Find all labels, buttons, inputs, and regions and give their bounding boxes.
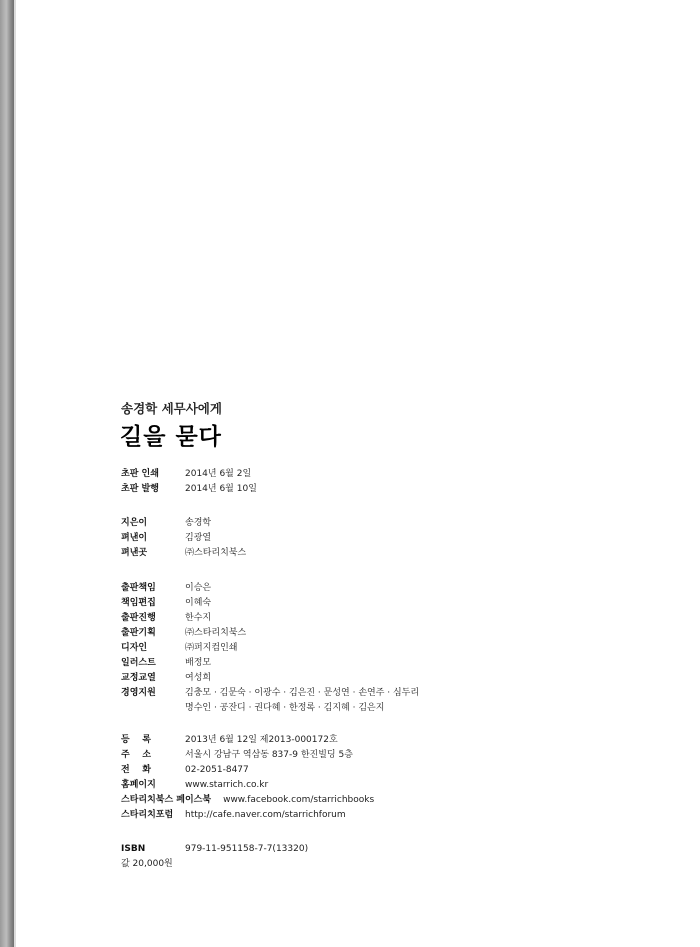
row-label: 초판 인쇄 xyxy=(121,469,159,479)
facebook-link[interactable]: www.facebook.com/starrichbooks xyxy=(223,795,375,805)
phone-row xyxy=(121,763,541,778)
staff-row xyxy=(121,596,541,611)
book-spine xyxy=(0,0,14,947)
row-value: 여성희 xyxy=(185,673,212,683)
forum-link[interactable]: http://cafe.naver.com/starrichforum xyxy=(185,810,346,820)
facebook-row xyxy=(121,793,541,808)
row-label: 펴낸이 xyxy=(121,533,148,543)
row-value: ㈜스타리치북스 xyxy=(185,548,247,558)
row-value: 2013년 6월 12일 제2013-000172호 xyxy=(185,735,338,745)
publishing-house-row xyxy=(121,546,541,561)
publisher-name-row xyxy=(121,531,541,546)
staff-section xyxy=(121,581,541,716)
print-first-row xyxy=(121,467,541,482)
row-label: 출판책임 xyxy=(121,583,156,593)
homepage-row xyxy=(121,778,541,793)
row-label: ISBN xyxy=(121,844,146,854)
page-edge xyxy=(14,0,16,947)
row-label: 홈페이지 xyxy=(121,780,156,790)
row-value: ㈜퍼지컴인쇄 xyxy=(185,643,238,653)
row-label: 지은이 xyxy=(121,518,148,528)
row-value: 02-2051-8477 xyxy=(185,765,249,775)
row-value: 김광열 xyxy=(185,533,212,543)
row-value: 이승은 xyxy=(185,583,212,593)
row-value: 한수지 xyxy=(185,613,212,623)
row-value: 2014년 6월 10일 xyxy=(185,484,257,494)
row-label: 전 화 xyxy=(121,765,151,775)
row-value: 배정모 xyxy=(185,658,212,668)
author-row xyxy=(121,516,541,531)
homepage-link[interactable]: www.starrich.co.kr xyxy=(185,780,269,790)
row-value: 2014년 6월 2일 xyxy=(185,469,252,479)
staff-row xyxy=(121,626,541,641)
row-label: 스타리치포럼 xyxy=(121,810,174,820)
staff-row xyxy=(121,656,541,671)
row-label: 펴낸곳 xyxy=(121,548,148,558)
row-value: 명수인 · 공잔디 · 권다혜 · 한정록 · 김지혜 · 김은지 xyxy=(185,703,385,713)
staff-row xyxy=(121,671,541,686)
row-label: 경영지원 xyxy=(121,688,156,698)
row-label: 일러스트 xyxy=(121,658,156,668)
price-row xyxy=(121,857,541,872)
staff-row xyxy=(121,641,541,656)
row-label: 초판 발행 xyxy=(121,484,159,494)
row-label: 등 록 xyxy=(121,735,151,745)
staff-row xyxy=(121,581,541,596)
row-label: 주 소 xyxy=(121,750,151,760)
row-value: ㈜스타리치북스 xyxy=(185,628,247,638)
row-value: 서울시 강남구 역삼동 837-9 한진빌딩 5층 xyxy=(185,750,353,760)
printing-section xyxy=(121,467,541,497)
forum-row xyxy=(121,808,541,823)
row-label: 책임편집 xyxy=(121,598,156,608)
isbn-row xyxy=(121,842,541,857)
registration-row xyxy=(121,733,541,748)
row-label: 출판진행 xyxy=(121,613,156,623)
staff-row xyxy=(121,686,541,701)
isbn-section xyxy=(121,842,541,872)
price-value: 값 20,000원 xyxy=(121,859,173,869)
row-value: 이혜숙 xyxy=(185,598,212,608)
row-value: 김충모 · 김문숙 · 이광수 · 김은진 · 문성연 · 손연주 · 심두리 xyxy=(185,688,420,698)
row-value: 송경학 xyxy=(185,518,212,528)
staff-row xyxy=(121,611,541,626)
print-publish-row xyxy=(121,482,541,497)
row-label: 스타리치북스 페이스북 xyxy=(121,795,212,805)
row-label: 교정교열 xyxy=(121,673,156,683)
isbn-value: 979-11-951158-7-7(13320) xyxy=(185,844,309,854)
staff-row-continued xyxy=(121,701,541,716)
row-label: 디자인 xyxy=(121,643,148,653)
publisher-section xyxy=(121,516,541,561)
row-label: 출판기획 xyxy=(121,628,156,638)
book-title: 길을 묻다 xyxy=(120,424,222,450)
address-row xyxy=(121,748,541,763)
contact-section xyxy=(121,733,541,823)
book-subtitle: 송경학 세무사에게 xyxy=(121,401,222,416)
